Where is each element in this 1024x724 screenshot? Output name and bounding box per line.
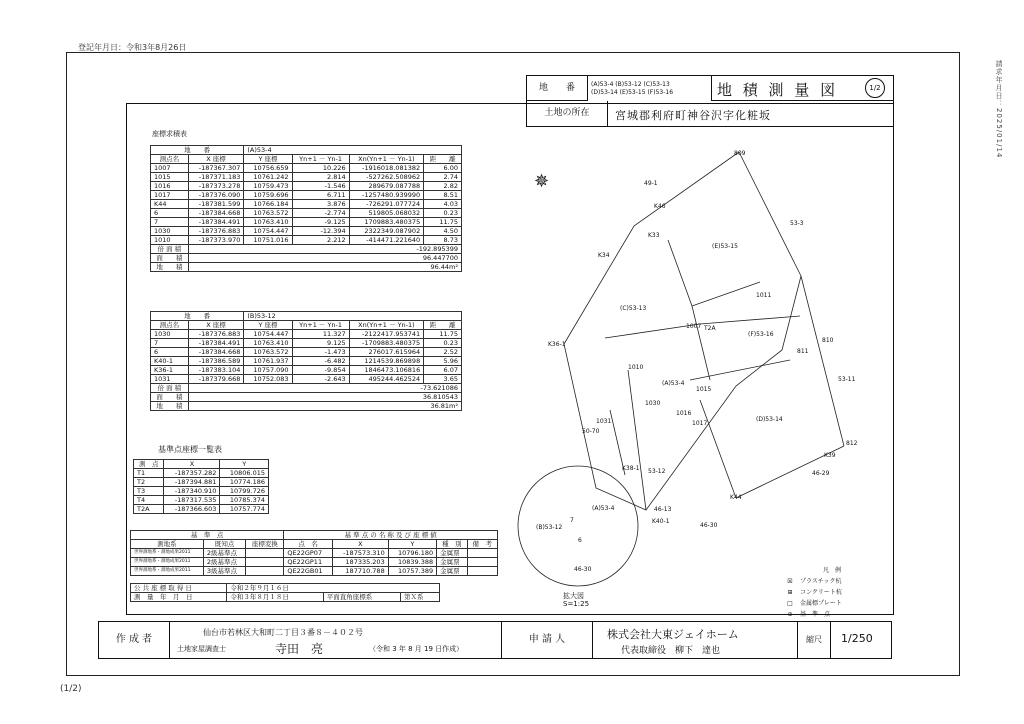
legend bbox=[786, 565, 878, 620]
ref-table-title: 基準点座標一覧表 bbox=[158, 445, 222, 454]
point-label: 1016 bbox=[676, 410, 692, 417]
table-row: 世界測地系・測地成果2011 2級基準点 QE22GP07 -187573.310 10796.180 金属票 bbox=[131, 549, 498, 558]
point-label: 1007 bbox=[686, 323, 702, 330]
plot-label: 53-11 bbox=[838, 376, 856, 383]
applicant-label: 申 請 人 bbox=[501, 622, 593, 658]
author-label: 作 成 者 bbox=[99, 622, 170, 658]
point-label: K44 bbox=[730, 494, 742, 501]
point-label: 809 bbox=[734, 150, 746, 157]
point-label: 1010 bbox=[628, 364, 644, 371]
table-row: T4 -187317.535 10785.374 bbox=[134, 496, 269, 505]
page-indicator: (1/2) bbox=[60, 684, 82, 694]
table-row: 世界測地系・測地成果2011 2級基準点 QE22GP11 187335.203 10839.388 金属票 bbox=[131, 558, 498, 567]
legend-item: ⊕ 基 準 点 bbox=[787, 611, 831, 618]
point-label: (B)53-12 bbox=[536, 524, 563, 531]
applicant-company: 株式会社大東ジェイホーム bbox=[607, 628, 739, 641]
scale-value: 1/250 bbox=[841, 632, 873, 645]
table-row: 1030 -187376.883 10754.447 -12.394 2322349.087902 4.50 bbox=[151, 227, 462, 236]
plot-label: (E)53-15 bbox=[712, 243, 738, 250]
registration-date-note: 登記年月日：令和3年8月26日 bbox=[78, 43, 187, 52]
document-title: 地 積 測 量 図 bbox=[717, 81, 839, 99]
table-row: 世界測地系・測地成果2011 3級基準点 QE22GB01 187710.788 10757.389 金属票 bbox=[131, 567, 498, 576]
table-row: 1031 -187379.668 10752.083 -2.643 495244.462524 3.65 bbox=[151, 375, 462, 384]
point-label: K46 bbox=[654, 203, 666, 210]
table-row: 1015 -187371.183 10761.242 2.814 -527262.508962 2.74 bbox=[151, 173, 462, 182]
sheet-number: 1/2 bbox=[865, 78, 885, 98]
table-row: 1010 -187373.970 10751.016 2.212 -414471.221640 8.73 bbox=[151, 236, 462, 245]
table-row: 1016 -187373.278 10759.473 -1.546 289679.087788 2.82 bbox=[151, 182, 462, 191]
table-row: 1007 -187367.307 10756.659 10.226 -1916018.081382 6.00 bbox=[151, 164, 462, 173]
point-label: 810 bbox=[822, 337, 834, 344]
table-row: K36-1 -187383.104 10757.090 -9.854 1846473.106816 6.07 bbox=[151, 366, 462, 375]
applicant-rep: 代表取締役 柳下 達也 bbox=[621, 646, 721, 656]
zoom-label: 6 bbox=[578, 537, 582, 544]
point-label: 1015 bbox=[696, 386, 712, 393]
author-name: 寺田 亮 bbox=[275, 642, 324, 656]
zoom-label: (A)53-4 bbox=[592, 505, 615, 512]
table-row: T2 -187394.881 10774.186 bbox=[134, 478, 269, 487]
point-label: K33 bbox=[648, 232, 660, 239]
table-row: 7 -187384.491 10763.410 -9.125 1709883.480375 11.75 bbox=[151, 218, 462, 227]
zoom-label: 7 bbox=[570, 517, 574, 524]
legend-item: ⊞ コンクリート杭 bbox=[787, 589, 842, 596]
plot-label: 50-70 bbox=[582, 428, 600, 435]
legend-title: 凡 例 bbox=[822, 567, 841, 574]
chiban-label: 地 番 bbox=[527, 76, 588, 101]
table-row: T1 -187357.282 10806.015 bbox=[134, 469, 269, 478]
metal-plate-icon: □ bbox=[787, 600, 793, 607]
plot-label: 49-1 bbox=[644, 180, 658, 187]
table-row: T3 -187340.910 10799.726 bbox=[134, 487, 269, 496]
location-label: 土地の所在 bbox=[527, 101, 608, 126]
table-row: T2A -187366.603 10757.774 bbox=[134, 505, 269, 514]
scale-label: 縮尺 bbox=[797, 622, 831, 658]
table-row: K40-1 -187386.589 10761.937 -6.482 1214539.869898 5.96 bbox=[151, 357, 462, 366]
kijunten-table: 基 準 点 基 準 点 の 名 称 及 び 座 標 値 測地系 既知点 座標変換 点 名 X Y 種 別 備 考 世界測地系・測地成果2011 2級基準点 QE22GP07 -187573.310 10796.180 金属票 世界測地系・測地成果2011 2級基準点 QE22GP11 187335.203 10839.388 金属票 世界測地系・測地成果2011 3級基準点 QE22GB01 187710.788 10757.389 金属票 bbox=[130, 530, 498, 576]
table-row: K44 -187381.599 10766.184 3.876 -726291.077724 4.03 bbox=[151, 200, 462, 209]
chiban-value-1: (A)53-4 (B)53-12 (C)53-13 bbox=[591, 81, 670, 88]
reference-point-icon: ⊕ bbox=[787, 611, 793, 618]
plot-label: (A)53-4 bbox=[662, 380, 685, 387]
author-address: 仙台市若林区大和町二丁目３番８－４０２号 bbox=[203, 628, 363, 637]
plot-label: (D)53-14 bbox=[756, 416, 783, 423]
concrete-stake-icon: ⊞ bbox=[787, 589, 793, 596]
author-role: 土地家屋調査士 bbox=[177, 645, 226, 653]
point-label: 1031 bbox=[596, 418, 612, 425]
legend-item: ☒ プラスチック杭 bbox=[787, 578, 842, 585]
ref-point-table: 測 点 X Y T1 -187357.282 10806.015 T2 -187394.881 10774.186 T3 -187340.910 10799.726 T4 -187317.535 10785.374 T2A -187366.603 10757.774 bbox=[133, 459, 269, 514]
point-label: 812 bbox=[846, 440, 858, 447]
plot-label: 53-3 bbox=[790, 220, 804, 227]
plot-label: (F)53-16 bbox=[748, 331, 774, 338]
point-label: K40-1 bbox=[652, 518, 670, 525]
coord-table-title: 座標求積表 bbox=[152, 130, 187, 138]
table-row: 6 -187384.668 10763.572 -1.473 276017.615964 2.52 bbox=[151, 348, 462, 357]
request-date-note: 請求年月日：2025/01/14 bbox=[995, 60, 1003, 159]
made-date: （令和 3 年 8 月 19 日作成） bbox=[369, 645, 464, 653]
point-label: K34 bbox=[598, 252, 610, 259]
plastic-stake-icon: ☒ bbox=[787, 578, 793, 585]
legend-item: □ 金属標プレート bbox=[787, 600, 842, 607]
plot-label: 46-13 bbox=[654, 506, 672, 513]
point-label: 1011 bbox=[756, 292, 772, 299]
point-label: K39 bbox=[824, 452, 836, 459]
point-label: K38-1 bbox=[622, 465, 640, 472]
point-label: 1030 bbox=[645, 400, 661, 407]
point-label: T2A bbox=[704, 325, 716, 332]
table-row: 1017 -187376.090 10759.696 6.711 -1257480.939990 8.51 bbox=[151, 191, 462, 200]
point-label: 1017 bbox=[692, 420, 708, 427]
point-label: 811 bbox=[797, 348, 809, 355]
zoom-title: 拡大図 bbox=[563, 592, 584, 600]
survey-date-table: 公 共 座 標 取 得 日 令和２年９月１６日 測 量 年 月 日 令和３年８月１８日 平面直角座標系 第Ｘ系 bbox=[130, 583, 440, 602]
table-row: 7 -187384.491 10763.410 9.125 -1709883.480375 0.23 bbox=[151, 339, 462, 348]
plot-label: (C)53-13 bbox=[620, 305, 647, 312]
table-row: 6 -187384.668 10763.572 -2.774 519805.068032 0.23 bbox=[151, 209, 462, 218]
zoom-scale: S=1:25 bbox=[563, 600, 590, 608]
chiban-value-2: (D)53-14 (E)53-15 (F)53-16 bbox=[591, 89, 674, 96]
location-value: 宮城郡利府町神谷沢字化粧坂 bbox=[615, 109, 771, 122]
survey-plot bbox=[500, 130, 890, 610]
table-row: 1030 -187376.883 10754.447 11.327 -2122417.953741 11.75 bbox=[151, 330, 462, 339]
north-arrow-icon: ✵ bbox=[534, 171, 550, 192]
coord-table-a: 地 番 (A)53-4 測点名 X 座標 Y 座標 Yn+1 － Yn-1 Xn(Yn+1 － Yn-1) 距 離 1007 -187367.307 10756.659 10.226 -1916018.081382 6.00 1015 -187371.183 10761.242 2.814 -527262.508962 2.74 1016 -187373.278 10759.473 -1.546 289679.087788 2.82 1017 -187376.090 10759.696 6.711 -1257480.939990 8.51 K44 -187381.599 10766.184 3.876 -726291.077724 4.03 6 -187384.668 10763.572 -2.774 519805.068032 0.23 7 -187384.491 10763.410 -9.125 1709883.480375 11.75 1030 -187376.883 10754.447 -12.394 2322349.087902 4.50 1010 -187373.970 10751.016 2.212 -414471.221640 8.73 倍 面 積 -192.895399 面 積 96.447700 地 積 96.44m² bbox=[150, 145, 462, 272]
plot-label: 46-30 bbox=[700, 522, 718, 529]
plot-label: 53-12 bbox=[648, 468, 666, 475]
coord-table-b: 地 番 (B)53-12 測点名 X 座標 Y 座標 Yn+1 － Yn-1 Xn(Yn+1 － Yn-1) 距 離 1030 -187376.883 10754.447 11.327 -2122417.953741 11.75 7 -187384.491 10763.410 9.125 -1709883.480375 0.23 6 -187384.668 10763.572 -1.473 276017.615964 2.52 K40-1 -187386.589 10761.937 -6.482 1214539.869898 5.96 K36-1 -187383.104 10757.090 -9.854 1846473.106816 6.07 1031 -187379.668 10752.083 -2.643 495244.462524 3.65 倍 面 積 -73.621086 面 積 36.810543 地 積 36.81m² bbox=[150, 311, 462, 411]
point-label: K36-1 bbox=[548, 341, 566, 348]
plot-label: 46-29 bbox=[812, 470, 830, 477]
footer-block bbox=[98, 621, 892, 659]
zoom-label: 46-30 bbox=[574, 566, 592, 573]
title-block bbox=[526, 75, 894, 127]
